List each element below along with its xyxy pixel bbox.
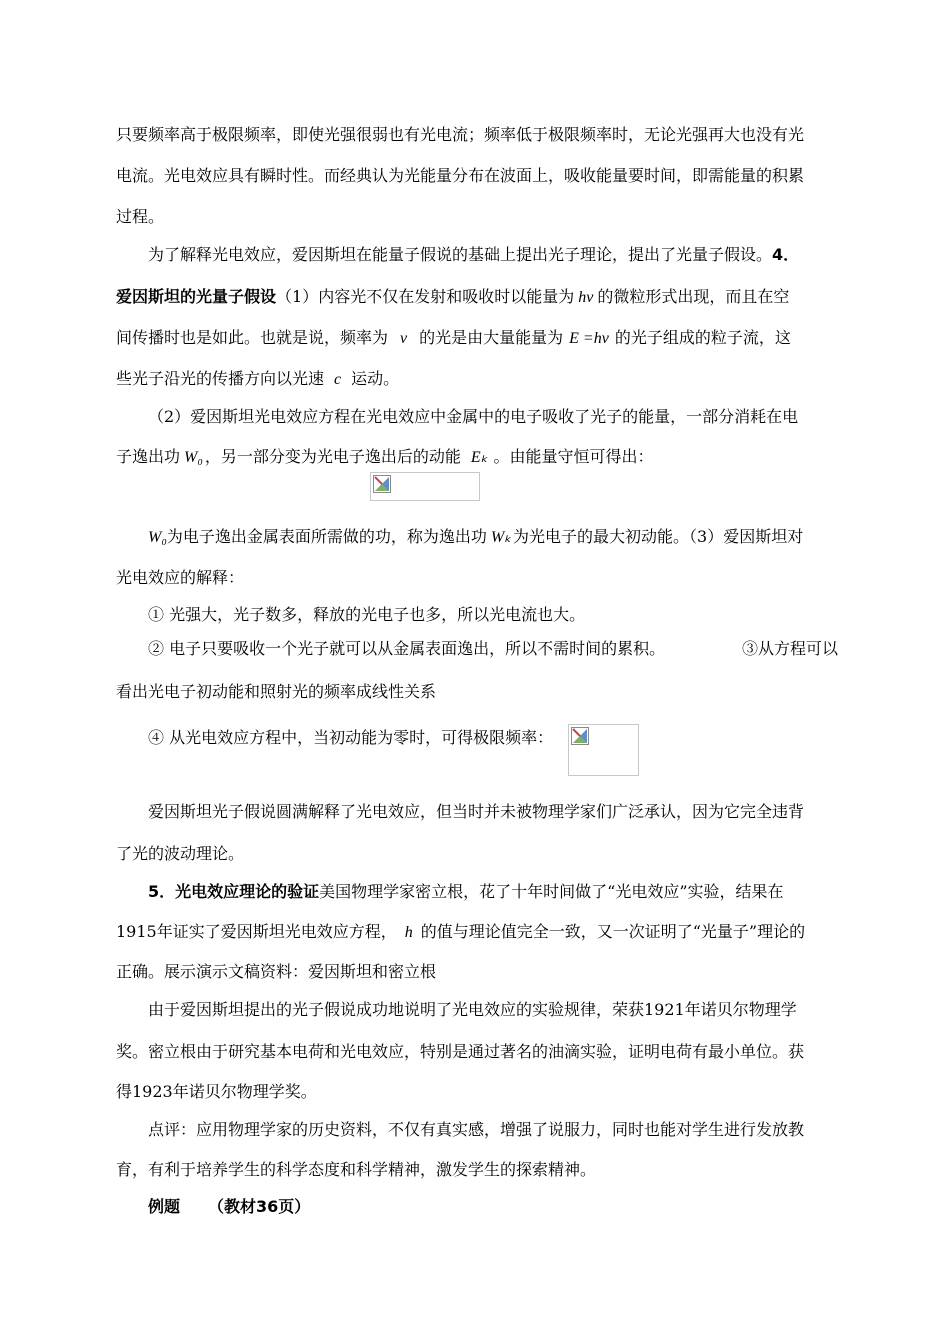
paragraph-line [148,880,784,904]
paragraph-line [116,326,791,351]
paragraph-line [116,680,436,704]
broken-image-icon [571,727,589,745]
text: （2）爱因斯坦光电效应方程在光电效应中金属中的电子吸收了光子的能量，一部分消耗在电 [148,407,799,426]
text: 由于爱因斯坦提出的光子假说成功地说明了光电效应的实验规律，荣获1921年诺贝尔物理学 [148,1000,797,1019]
text: 的光子组成的粒子流，这 [614,328,791,347]
paragraph-line [148,243,799,267]
formula-text: Wₖ [490,529,512,546]
text: 的微粒形式出现，而且在空 [597,287,790,306]
paragraph-line [116,445,654,470]
paragraph-line [116,205,164,229]
text: 过程。 [116,207,165,226]
text: 光电效应的解释： [116,568,245,587]
text: 些光子沿光的传播方向以光速 [116,369,325,388]
text: 只要频率高于极限频率，即使光强很弱也有光电流；频率低于极限频率时，无论光强再大也没有光 [116,125,805,144]
paragraph-line [116,960,436,984]
text: 。由能量守恒可得出： [493,447,654,466]
equation-image [370,472,480,501]
paragraph-line [116,367,399,392]
text: 得1923年诺贝尔物理学奖。 [116,1082,317,1101]
text: ④ 从光电效应方程中，当初动能为零时，可得极限频率： [148,728,554,747]
paragraph-line [148,603,585,627]
formula-text: W₀ [184,449,203,466]
formula-text: ν [400,330,408,347]
section-heading: 爱因斯坦的光量子假设 [116,287,277,306]
formula-text: Eₖ [470,449,488,466]
text: ② 电子只要吸收一个光子就可以从金属表面逸出，所以不需时间的累积。 [148,639,666,658]
text: 电流。光电效应具有瞬时性。而经典认为光能量分布在波面上，吸收能量要时间，即需能量的积累 [116,166,805,185]
paragraph-line [116,1158,596,1182]
text: 间传播时也是如此。也就是说，频率为 [116,328,389,347]
section-number: 4． [772,245,800,264]
paragraph-line [148,525,803,550]
paragraph-line [148,1195,310,1219]
broken-image-icon [373,475,391,493]
text: 正确。展示演示文稿资料：爱因斯坦和密立根 [116,962,437,981]
paragraph-line [116,1080,317,1104]
equation-image [568,724,639,776]
text: ，另一部分变为光电子逸出后的动能 [204,447,461,466]
text: 的值与理论值完全一致，又一次证明了“光量子”理论的 [420,922,806,941]
paragraph-line [148,800,804,824]
text: 点评：应用物理学家的历史资料，不仅有真实感，增强了说服力，同时也能对学生进行发放教 [148,1120,805,1139]
example-heading: 例题 [148,1197,181,1216]
formula-text: E =hν [569,330,609,347]
formula-text: h [404,924,413,941]
text: ① 光强大，光子数多，释放的光电子也多，所以光电流也大。 [148,605,586,624]
formula-text: W₀ [148,529,167,546]
text: 为电子逸出金属表面所需做的功，称为逸出功 [166,527,487,546]
paragraph-line [148,637,838,661]
text: 1915年证实了爱因斯坦光电效应方程， [116,922,397,941]
text: （1）内容光不仅在发射和吸收时以能量为 [276,287,575,306]
text: 了光的波动理论。 [116,844,245,863]
paragraph-line [148,998,797,1022]
textbook-reference: （教材36页） [208,1197,311,1216]
text: 奖。密立根由于研究基本电荷和光电效应，特别是通过著名的油滴实验，证明电荷有最小单位。获 [116,1042,805,1061]
paragraph-line [116,842,244,866]
text: 为光电子的最大初动能。（3）爱因斯坦对 [513,527,804,546]
text: 美国物理学家密立根，花了十年时间做了“光电效应”实验，结果在 [319,882,784,901]
text: 的光是由大量能量为 [419,328,564,347]
text: 看出光电子初动能和照射光的频率成线性关系 [116,682,437,701]
paragraph-line [116,566,244,590]
formula-text: hν [578,289,594,306]
text: 为了解释光电效应，爱因斯坦在能量子假说的基础上提出光子理论，提出了光量子假设。 [148,245,773,264]
text: 育，有利于培养学生的科学态度和科学精神，激发学生的探索精神。 [116,1160,597,1179]
paragraph-line [116,164,804,188]
text: ③从方程可以 [741,639,838,658]
paragraph-line [116,1040,836,1064]
formula-text: c [334,371,342,388]
paragraph-line [148,1118,804,1142]
text: 子逸出功 [116,447,181,466]
text: 爱因斯坦光子假说圆满解释了光电效应，但当时并未被物理学家们广泛承认，因为它完全违背 [148,802,805,821]
paragraph-line [148,405,798,429]
paragraph-line [148,726,553,750]
paragraph-line [116,920,805,945]
paragraph-line [116,123,836,147]
paragraph-line [116,285,789,310]
text: 运动。 [351,369,400,388]
section-heading: 5．光电效应理论的验证 [148,882,320,901]
